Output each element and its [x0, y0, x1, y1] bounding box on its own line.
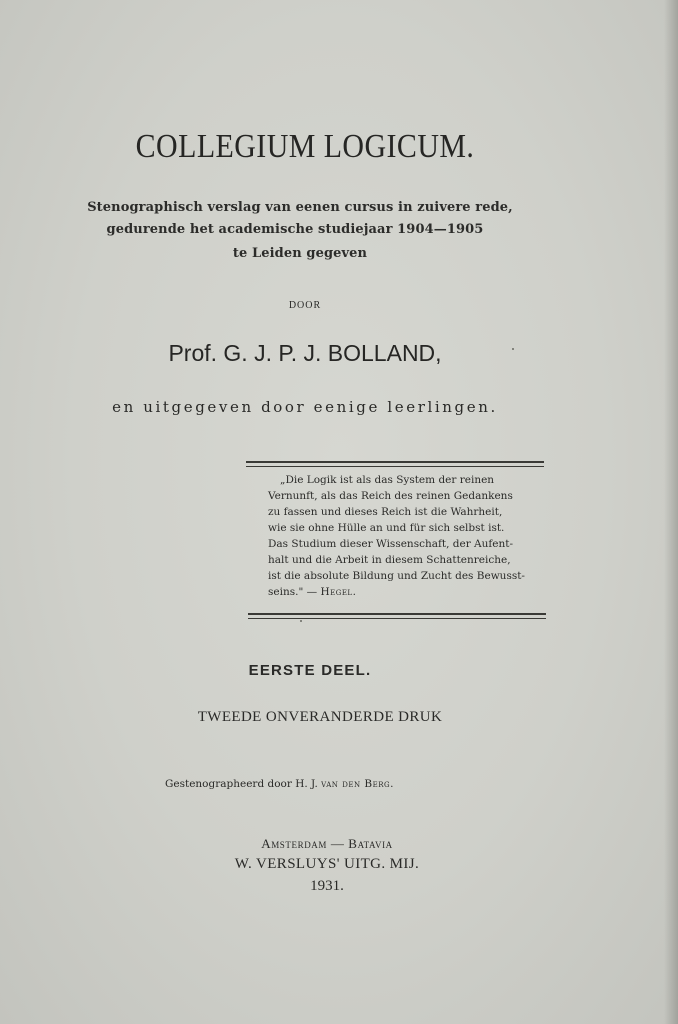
epigraph-line: zu fassen und dieses Reich ist die Wahrheit,	[268, 506, 503, 518]
imprint-place: Amsterdam — Batavia	[261, 836, 393, 851]
epigraph-line: Vernunft, als das Reich des reinen Gedankens	[268, 490, 513, 502]
subtitle-line-2: gedurende het academische studiejaar 1904—1905	[106, 222, 484, 237]
paper-speck	[300, 620, 302, 622]
epigraph-line: „Die Logik ist als das System der reinen	[280, 474, 495, 486]
subtitle-line-1: Stenographisch verslag van eenen cursus in zuivere rede,	[87, 200, 513, 215]
part-label: EERSTE DEEL.	[248, 662, 372, 679]
epigraph-line: ist die absolute Bildung und Zucht des Bewusst-	[268, 570, 525, 582]
stenographer-credit	[165, 778, 485, 790]
epigraph-bottom-rule	[248, 613, 546, 619]
epigraph	[268, 472, 546, 600]
epigraph-attribution: Hegel.	[320, 586, 357, 598]
publishers-note: en uitgegeven door eenige leerlingen.	[112, 398, 498, 416]
paper-speck	[512, 348, 514, 350]
edition-label: TWEEDE ONVERANDERDE DRUK	[197, 709, 443, 725]
book-title: COLLEGIUM LOGICUM.	[135, 128, 475, 165]
stenographer-name: van den Berg.	[321, 778, 394, 790]
epigraph-line: Das Studium dieser Wissenschaft, der Aufent-	[268, 538, 514, 550]
epigraph-last-line	[268, 584, 546, 600]
epigraph-line-end: seins." —	[268, 586, 318, 598]
page-edge-shadow	[664, 0, 678, 1024]
epigraph-line: wie sie ohne Hülle an und für sich selbst ist.	[268, 522, 505, 534]
imprint-year: 1931.	[310, 878, 344, 894]
epigraph-top-rule	[246, 461, 544, 467]
epigraph-line: halt und die Arbeit in diesem Schattenreiche,	[268, 554, 511, 566]
imprint-publisher: W. VERSLUYS' UITG. MIJ.	[234, 856, 420, 872]
by-label: DOOR	[288, 300, 322, 311]
author-name: Prof. G. J. P. J. BOLLAND,	[168, 340, 442, 366]
stenographer-prefix: Gestenographeerd door H. J.	[165, 778, 318, 790]
subtitle-line-3: te Leiden gegeven	[232, 246, 368, 261]
